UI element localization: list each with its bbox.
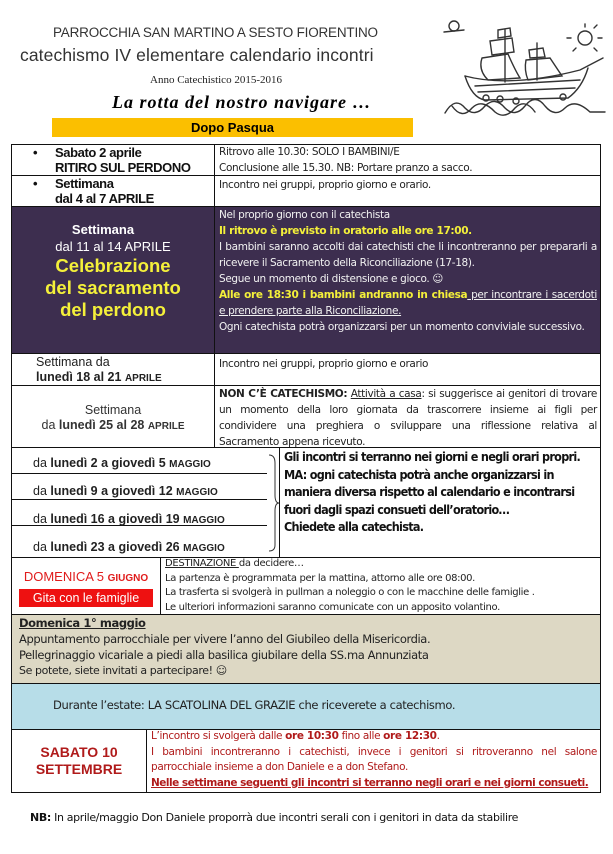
sept-month: SETTEMBRE [35, 761, 123, 777]
row-celebrazione [11, 206, 601, 354]
may-week: da lunedì 2 a giovedì 5 MAGGIO [33, 456, 211, 470]
row-jubilee [11, 614, 601, 684]
notice-bold: NON C’È CATECHISMO: [219, 388, 348, 400]
detail-line: I bambini saranno accolti dai catechisti che li incontreranno per prepararli a ricevere il Sacramento della Riconciliazione (17-18). [219, 241, 597, 269]
ship-illustration [440, 8, 610, 123]
event-month: APRILE [124, 373, 162, 384]
event-date: Settimana [84, 403, 142, 417]
motto: La rotta del nostro navigare … [112, 92, 372, 112]
row-week-25-28 [11, 385, 601, 448]
row-ritiro [11, 144, 601, 176]
notice-underlined: Attività a casa [350, 388, 422, 400]
summer-note: Durante l’estate: LA SCATOLINA DEL GRAZIE che riceverete a catechismo. [53, 698, 456, 712]
notice-text: : si suggerisce ai genitori di trovare un momento della loro giornata da trascorrere insieme ai figli per condividere una preghiera o sviluppare una riflessione relativa al Sacramento appena ricevuto. [219, 388, 598, 448]
event-prefix: da [41, 418, 59, 432]
row-september [11, 729, 601, 793]
detail-line: Incontro nei gruppi, proprio giorno e orario [219, 358, 429, 370]
highlight-line: del perdono [60, 299, 166, 320]
parish-name: PARROCCHIA SAN MARTINO A SESTO FIORENTINO [53, 25, 378, 40]
sept-line: fino alle [338, 730, 384, 742]
detail-line: La partenza è programmata per la mattina, attorno alle ore 08:00. [165, 572, 475, 584]
event-date: • Settimana [55, 176, 154, 191]
event-month: APRILE [147, 421, 185, 432]
may-note: Gli incontri si terranno nei giorni e negli orari propri. MA: ogni catechista potrà anche organizzarsi in maniera diversa rispetto al calendario e incontrarsi fuori dagli spazi consueti dell’oratorio… [284, 449, 581, 517]
detail-line: Incontro nei gruppi, proprio giorno e orario. [219, 179, 431, 191]
curly-brace-icon [267, 453, 279, 553]
detail-line: Ogni catechista potrà organizzarsi per un momento conviviale successivo. [219, 321, 585, 333]
sept-date: SABATO 10 [40, 744, 118, 760]
detail-line: Le ulteriori informazioni saranno comunicate con un apposito volantino. [165, 601, 500, 613]
highlight-line: Celebrazione [55, 255, 171, 276]
trip-badge: Gita con le famiglie [19, 589, 153, 607]
may-note-ask: Chiedete alla catechista. [284, 519, 424, 534]
row-summer [11, 683, 601, 730]
sept-note: Nelle settimane seguenti gli incontri si terranno negli orari e nei giorni consueti. [151, 776, 589, 789]
detail-highlight: Alle ore 18:30 i bambini andranno in chiesa [219, 289, 468, 301]
sept-line: L’incontro si svolgerà dalle [151, 730, 286, 742]
sept-line: . [436, 730, 440, 742]
event-range: dal 11 al 14 APRILE [55, 239, 171, 254]
detail-line: Il ritrovo è previsto in oratorio alle ore 17:00. [219, 225, 472, 237]
destination-label: DESTINAZIONE [165, 558, 239, 569]
event-title: RITIRO SUL PERDONO [55, 160, 191, 175]
page-title: catechismo IV elementare calendario incontri [20, 45, 374, 65]
jubilee-line: Appuntamento parrocchiale per vivere l’anno del Giubileo della Misericordia. [19, 632, 431, 646]
row-may [11, 447, 601, 558]
detail-underlined: per incontrare i sacerdoti e prendere parte alla Riconciliazione. [219, 289, 597, 317]
section-band: Dopo Pasqua [52, 118, 413, 137]
event-range: lunedì 18 al 21 [36, 370, 125, 384]
sun-icon [567, 24, 602, 51]
event-date: • Sabato 2 aprile [55, 145, 191, 160]
event-range: dal 4 al 7 APRILE [55, 191, 154, 206]
destination-value: da decidere… [238, 558, 304, 569]
row-june-trip [11, 557, 601, 615]
sept-line: I bambini incontreranno i catechisti, invece i genitori si ritroveranno nel salone parrocchiale insieme a don Daniele e a don Stefano. [151, 745, 597, 773]
row-week-18-21 [11, 353, 601, 386]
footer-nb: NB: [30, 811, 51, 824]
sept-time: ore 10:30 [285, 730, 339, 742]
trip-date: DOMENICA 5 [23, 569, 108, 584]
detail-line: Conclusione alle 15.30. NB: Portare pranzo a sacco. [219, 162, 473, 174]
highlight-line: del sacramento [45, 277, 181, 298]
detail-line: Nel proprio giorno con il catechista [219, 209, 390, 221]
may-week: da lunedì 16 a giovedì 19 MAGGIO [33, 512, 225, 526]
trip-month: GIUGNO [107, 573, 149, 584]
detail-line: Ritrovo alle 10.30: SOLO I BAMBINI/E [219, 146, 400, 158]
jubilee-line: Se potete, siete invitati a partecipare! ☺ [19, 664, 227, 677]
sept-time: ore 12:30 [383, 730, 437, 742]
footer-note [30, 810, 518, 826]
footer-text: In aprile/maggio Don Daniele proporrà due incontri serali con i genitori in data da stabilire [50, 811, 519, 824]
small-face-icon [444, 21, 464, 32]
event-date: Settimana da [36, 355, 110, 369]
event-date: Settimana [71, 222, 135, 237]
event-range: lunedì 25 al 28 [58, 418, 148, 432]
jubilee-title: Domenica 1° maggio [19, 616, 146, 630]
may-week: da lunedì 23 a giovedì 26 MAGGIO [33, 540, 225, 554]
school-year: Anno Catechistico 2015-2016 [150, 74, 282, 86]
may-week: da lunedì 9 a giovedì 12 MAGGIO [33, 484, 218, 498]
detail-line: La trasferta si svolgerà in pullman a noleggio o con le macchine delle famiglie . [165, 587, 535, 598]
jubilee-line: Pellegrinaggio vicariale a piedi alla basilica giubilare della SS.ma Annunziata [19, 648, 429, 662]
detail-line: Segue un momento di distensione e gioco. ☺ [219, 273, 443, 285]
row-week-4-7 [11, 175, 601, 207]
